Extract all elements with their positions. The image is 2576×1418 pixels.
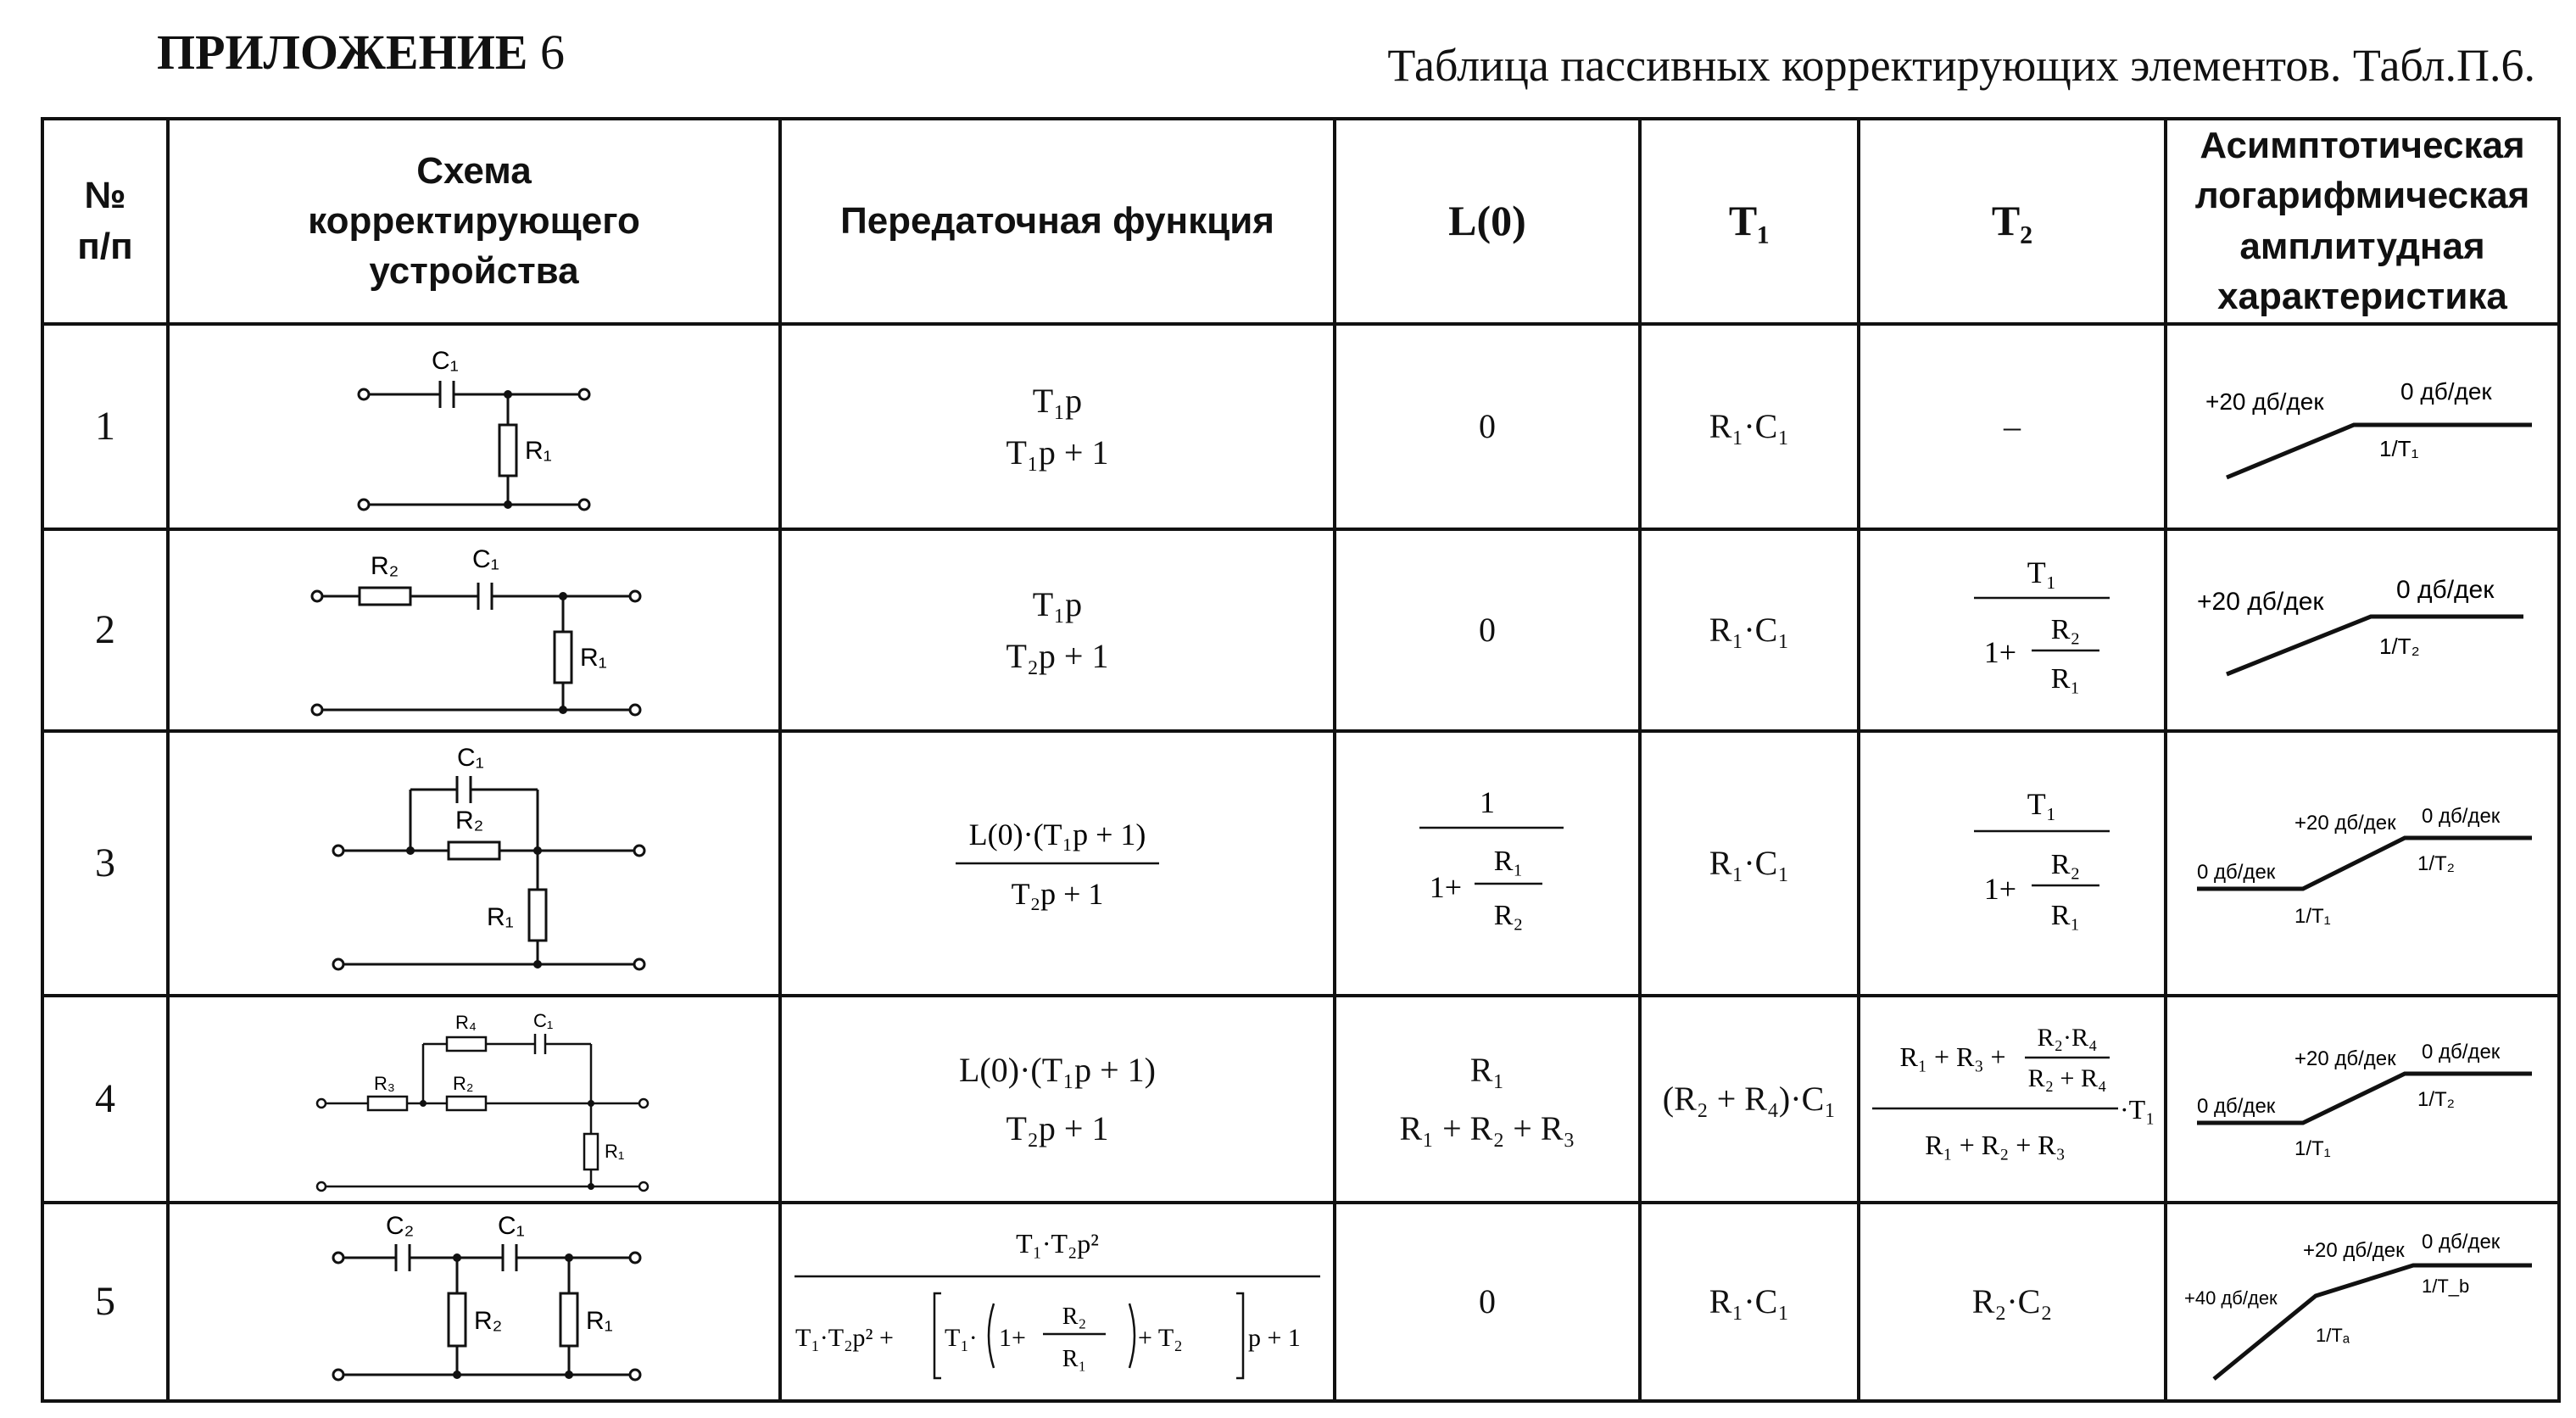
svg-text:1/T₁: 1/T₁ bbox=[2379, 435, 2419, 461]
svg-text:0 дб/дек: 0 дб/дек bbox=[2422, 1230, 2501, 1253]
col-l0-header: L(0) bbox=[1335, 119, 1640, 324]
svg-text:+ T₂: + T₂ bbox=[1138, 1323, 1183, 1352]
svg-text:T₁·: T₁· bbox=[945, 1323, 978, 1352]
appendix-number: 6 bbox=[540, 25, 565, 80]
svg-text:0 дб/дек: 0 дб/дек bbox=[2400, 377, 2492, 405]
circuit-diagram-1 bbox=[177, 333, 771, 520]
t1-value: R₁·C₁ bbox=[1640, 1203, 1859, 1401]
appendix-title: ПРИЛОЖЕНИЕ bbox=[157, 25, 528, 80]
lach-plot bbox=[2166, 529, 2559, 731]
svg-text:R₁: R₁ bbox=[1493, 845, 1524, 877]
svg-text:+20 дб/дек: +20 дб/дек bbox=[2294, 811, 2396, 835]
t1-value: (R₂ + R₄)·C₁ bbox=[1640, 996, 1859, 1203]
circuit-diagram-2 bbox=[177, 537, 771, 723]
t2-value: R₂·C₂ bbox=[1859, 1203, 2166, 1401]
svg-text:R₂: R₂ bbox=[1493, 899, 1524, 931]
col-lach-header: Асимптотическая логарифмическая амплитудная характеристика bbox=[2166, 119, 2559, 324]
svg-text:1/T₁: 1/T₁ bbox=[2294, 1136, 2331, 1160]
transfer-function: T₁p T₁p + 1 bbox=[780, 324, 1335, 529]
svg-text:R₂·R₄: R₂·R₄ bbox=[2037, 1023, 2098, 1052]
svg-text:R₁ + R₂ + R₃: R₁ + R₂ + R₃ bbox=[1925, 1129, 2066, 1160]
svg-text:1+: 1+ bbox=[1983, 634, 2016, 669]
t2-value bbox=[1859, 529, 2166, 731]
circuit-schematic bbox=[168, 529, 780, 731]
lach-plot bbox=[2166, 324, 2559, 529]
label-r2: R₂ bbox=[371, 551, 399, 580]
label-r1: R₁ bbox=[586, 1306, 613, 1335]
circuit-schematic bbox=[168, 324, 780, 529]
label-r3: R₃ bbox=[374, 1072, 395, 1094]
lach-plot bbox=[2166, 996, 2559, 1203]
svg-text:+40 дб/дек: +40 дб/дек bbox=[2184, 1287, 2278, 1309]
svg-text:R₁ + R₃ +: R₁ + R₃ + bbox=[1899, 1041, 2006, 1072]
appendix-heading bbox=[157, 24, 565, 81]
circuit-schematic bbox=[168, 996, 780, 1203]
svg-text:1/T₁: 1/T₁ bbox=[2294, 904, 2331, 928]
lach-diagram-3 bbox=[2167, 762, 2557, 965]
label-c1: C₁ bbox=[472, 544, 499, 573]
t1-value: R₁·C₁ bbox=[1640, 731, 1859, 996]
l0-formula-3 bbox=[1347, 762, 1627, 965]
col-scheme-header: Схема корректирующего устройства bbox=[168, 119, 780, 324]
transfer-formula-3 bbox=[803, 779, 1312, 948]
lach-diagram-4 bbox=[2167, 1014, 2557, 1184]
lach-plot bbox=[2166, 1203, 2559, 1401]
svg-text:1/T_b: 1/T_b bbox=[2422, 1275, 2470, 1297]
lach-diagram-5 bbox=[2167, 1213, 2557, 1391]
svg-text:+20 дб/дек: +20 дб/дек bbox=[2205, 388, 2324, 415]
svg-text:L(0)·(T₁p + 1): L(0)·(T₁p + 1) bbox=[968, 817, 1146, 851]
row-number: 2 bbox=[42, 529, 168, 731]
svg-text:+20 дб/дек: +20 дб/дек bbox=[2294, 1047, 2396, 1070]
label-r1: R₁ bbox=[605, 1140, 625, 1162]
transfer-function bbox=[780, 1203, 1335, 1401]
row-number: 1 bbox=[42, 324, 168, 529]
table-row bbox=[42, 1203, 2559, 1401]
circuit-diagram-4 bbox=[177, 1002, 771, 1197]
transfer-formula-5 bbox=[782, 1209, 1333, 1395]
label-c1: C₁ bbox=[457, 743, 484, 772]
l0-value: 0 bbox=[1335, 529, 1640, 731]
circuit-diagram-5 bbox=[177, 1209, 771, 1395]
svg-text:1+: 1+ bbox=[1983, 871, 2016, 906]
svg-text:1+: 1+ bbox=[999, 1323, 1026, 1352]
svg-text:T₁: T₁ bbox=[2027, 786, 2057, 821]
svg-text:T₁·T₂p² +: T₁·T₂p² + bbox=[795, 1323, 894, 1352]
l0-value: 0 bbox=[1335, 1203, 1640, 1401]
svg-text:T₁·T₂p²: T₁·T₂p² bbox=[1016, 1227, 1099, 1259]
l0-value: R₁ R₁ + R₂ + R₃ bbox=[1335, 996, 1640, 1203]
header-row bbox=[42, 119, 2559, 324]
transfer-function: T₁p T₂p + 1 bbox=[780, 529, 1335, 731]
svg-text:R₁: R₁ bbox=[2050, 662, 2081, 695]
lach-diagram-2 bbox=[2167, 545, 2557, 715]
svg-text:0 дб/дек: 0 дб/дек bbox=[2422, 804, 2501, 828]
t1-value: R₁·C₁ bbox=[1640, 529, 1859, 731]
l0-value bbox=[1335, 731, 1640, 996]
svg-text:p + 1: p + 1 bbox=[1248, 1323, 1301, 1352]
l0-value: 0 bbox=[1335, 324, 1640, 529]
t2-value: – bbox=[1859, 324, 2166, 529]
svg-text:R₂: R₂ bbox=[1062, 1303, 1087, 1330]
table-row bbox=[42, 996, 2559, 1203]
label-r2: R₂ bbox=[453, 1072, 474, 1094]
label-c1: C₁ bbox=[498, 1211, 525, 1240]
t2-formula-3 bbox=[1872, 762, 2152, 965]
label-r2: R₂ bbox=[474, 1306, 503, 1335]
svg-text:1+: 1+ bbox=[1429, 869, 1462, 904]
svg-text:R₁: R₁ bbox=[2050, 899, 2081, 931]
col-num-header: № п/п bbox=[42, 119, 168, 324]
label-r1: R₁ bbox=[487, 902, 514, 931]
svg-text:R₁: R₁ bbox=[1062, 1345, 1087, 1372]
svg-text:T₂p + 1: T₂p + 1 bbox=[1011, 876, 1104, 911]
t2-value bbox=[1859, 996, 2166, 1203]
label-c2: C₂ bbox=[386, 1211, 415, 1240]
row-number: 4 bbox=[42, 996, 168, 1203]
row-number: 3 bbox=[42, 731, 168, 996]
svg-text:0 дб/дек: 0 дб/дек bbox=[2422, 1040, 2501, 1064]
transfer-function: L(0)·(T₁p + 1) T₂p + 1 bbox=[780, 996, 1335, 1203]
table-row bbox=[42, 324, 2559, 529]
label-r1: R₁ bbox=[580, 643, 607, 672]
svg-text:0 дб/дек: 0 дб/дек bbox=[2197, 860, 2276, 884]
svg-text:T₁: T₁ bbox=[2027, 555, 2057, 589]
t2-formula-4 bbox=[1864, 1010, 2161, 1188]
svg-text:R₂: R₂ bbox=[2050, 613, 2081, 645]
table-row bbox=[42, 529, 2559, 731]
svg-text:1/T₂: 1/T₂ bbox=[2417, 851, 2455, 875]
col-t1-header: T₁ bbox=[1640, 119, 1859, 324]
label-r4: R₄ bbox=[455, 1011, 477, 1033]
label-c1: C₁ bbox=[432, 346, 459, 375]
svg-text:1/T₂: 1/T₂ bbox=[2379, 633, 2420, 659]
lach-plot bbox=[2166, 731, 2559, 996]
svg-text:R₂: R₂ bbox=[2050, 848, 2081, 880]
svg-text:+20 дб/дек: +20 дб/дек bbox=[2303, 1238, 2405, 1262]
svg-text:1/Tₐ: 1/Tₐ bbox=[2316, 1324, 2350, 1346]
svg-text:R₂ + R₄: R₂ + R₄ bbox=[2027, 1064, 2107, 1092]
lach-diagram-1 bbox=[2167, 342, 2557, 511]
transfer-function bbox=[780, 731, 1335, 996]
table-caption: Таблица пассивных корректирующих элементов. Табл.П.6. bbox=[1387, 40, 2535, 91]
label-c1: C₁ bbox=[533, 1009, 554, 1031]
svg-text:+20 дб/дек: +20 дб/дек bbox=[2197, 587, 2324, 616]
col-t2-header: T₂ bbox=[1859, 119, 2166, 324]
corrective-elements-table bbox=[41, 117, 2561, 1403]
circuit-diagram-3 bbox=[177, 740, 771, 986]
svg-text:0 дб/дек: 0 дб/дек bbox=[2396, 575, 2495, 604]
t2-formula-2 bbox=[1872, 545, 2152, 715]
label-r2: R₂ bbox=[455, 806, 484, 835]
svg-text:1/T₂: 1/T₂ bbox=[2417, 1087, 2455, 1111]
circuit-schematic bbox=[168, 731, 780, 996]
label-r1: R₁ bbox=[525, 436, 552, 465]
circuit-schematic bbox=[168, 1203, 780, 1401]
col-transfer-header: Передаточная функция bbox=[780, 119, 1335, 324]
svg-text:1: 1 bbox=[1480, 784, 1495, 819]
svg-text:0 дб/дек: 0 дб/дек bbox=[2197, 1094, 2276, 1118]
svg-text:·T₁: ·T₁ bbox=[2120, 1093, 2155, 1125]
t2-value bbox=[1859, 731, 2166, 996]
table-row bbox=[42, 731, 2559, 996]
t1-value: R₁·C₁ bbox=[1640, 324, 1859, 529]
row-number: 5 bbox=[42, 1203, 168, 1401]
